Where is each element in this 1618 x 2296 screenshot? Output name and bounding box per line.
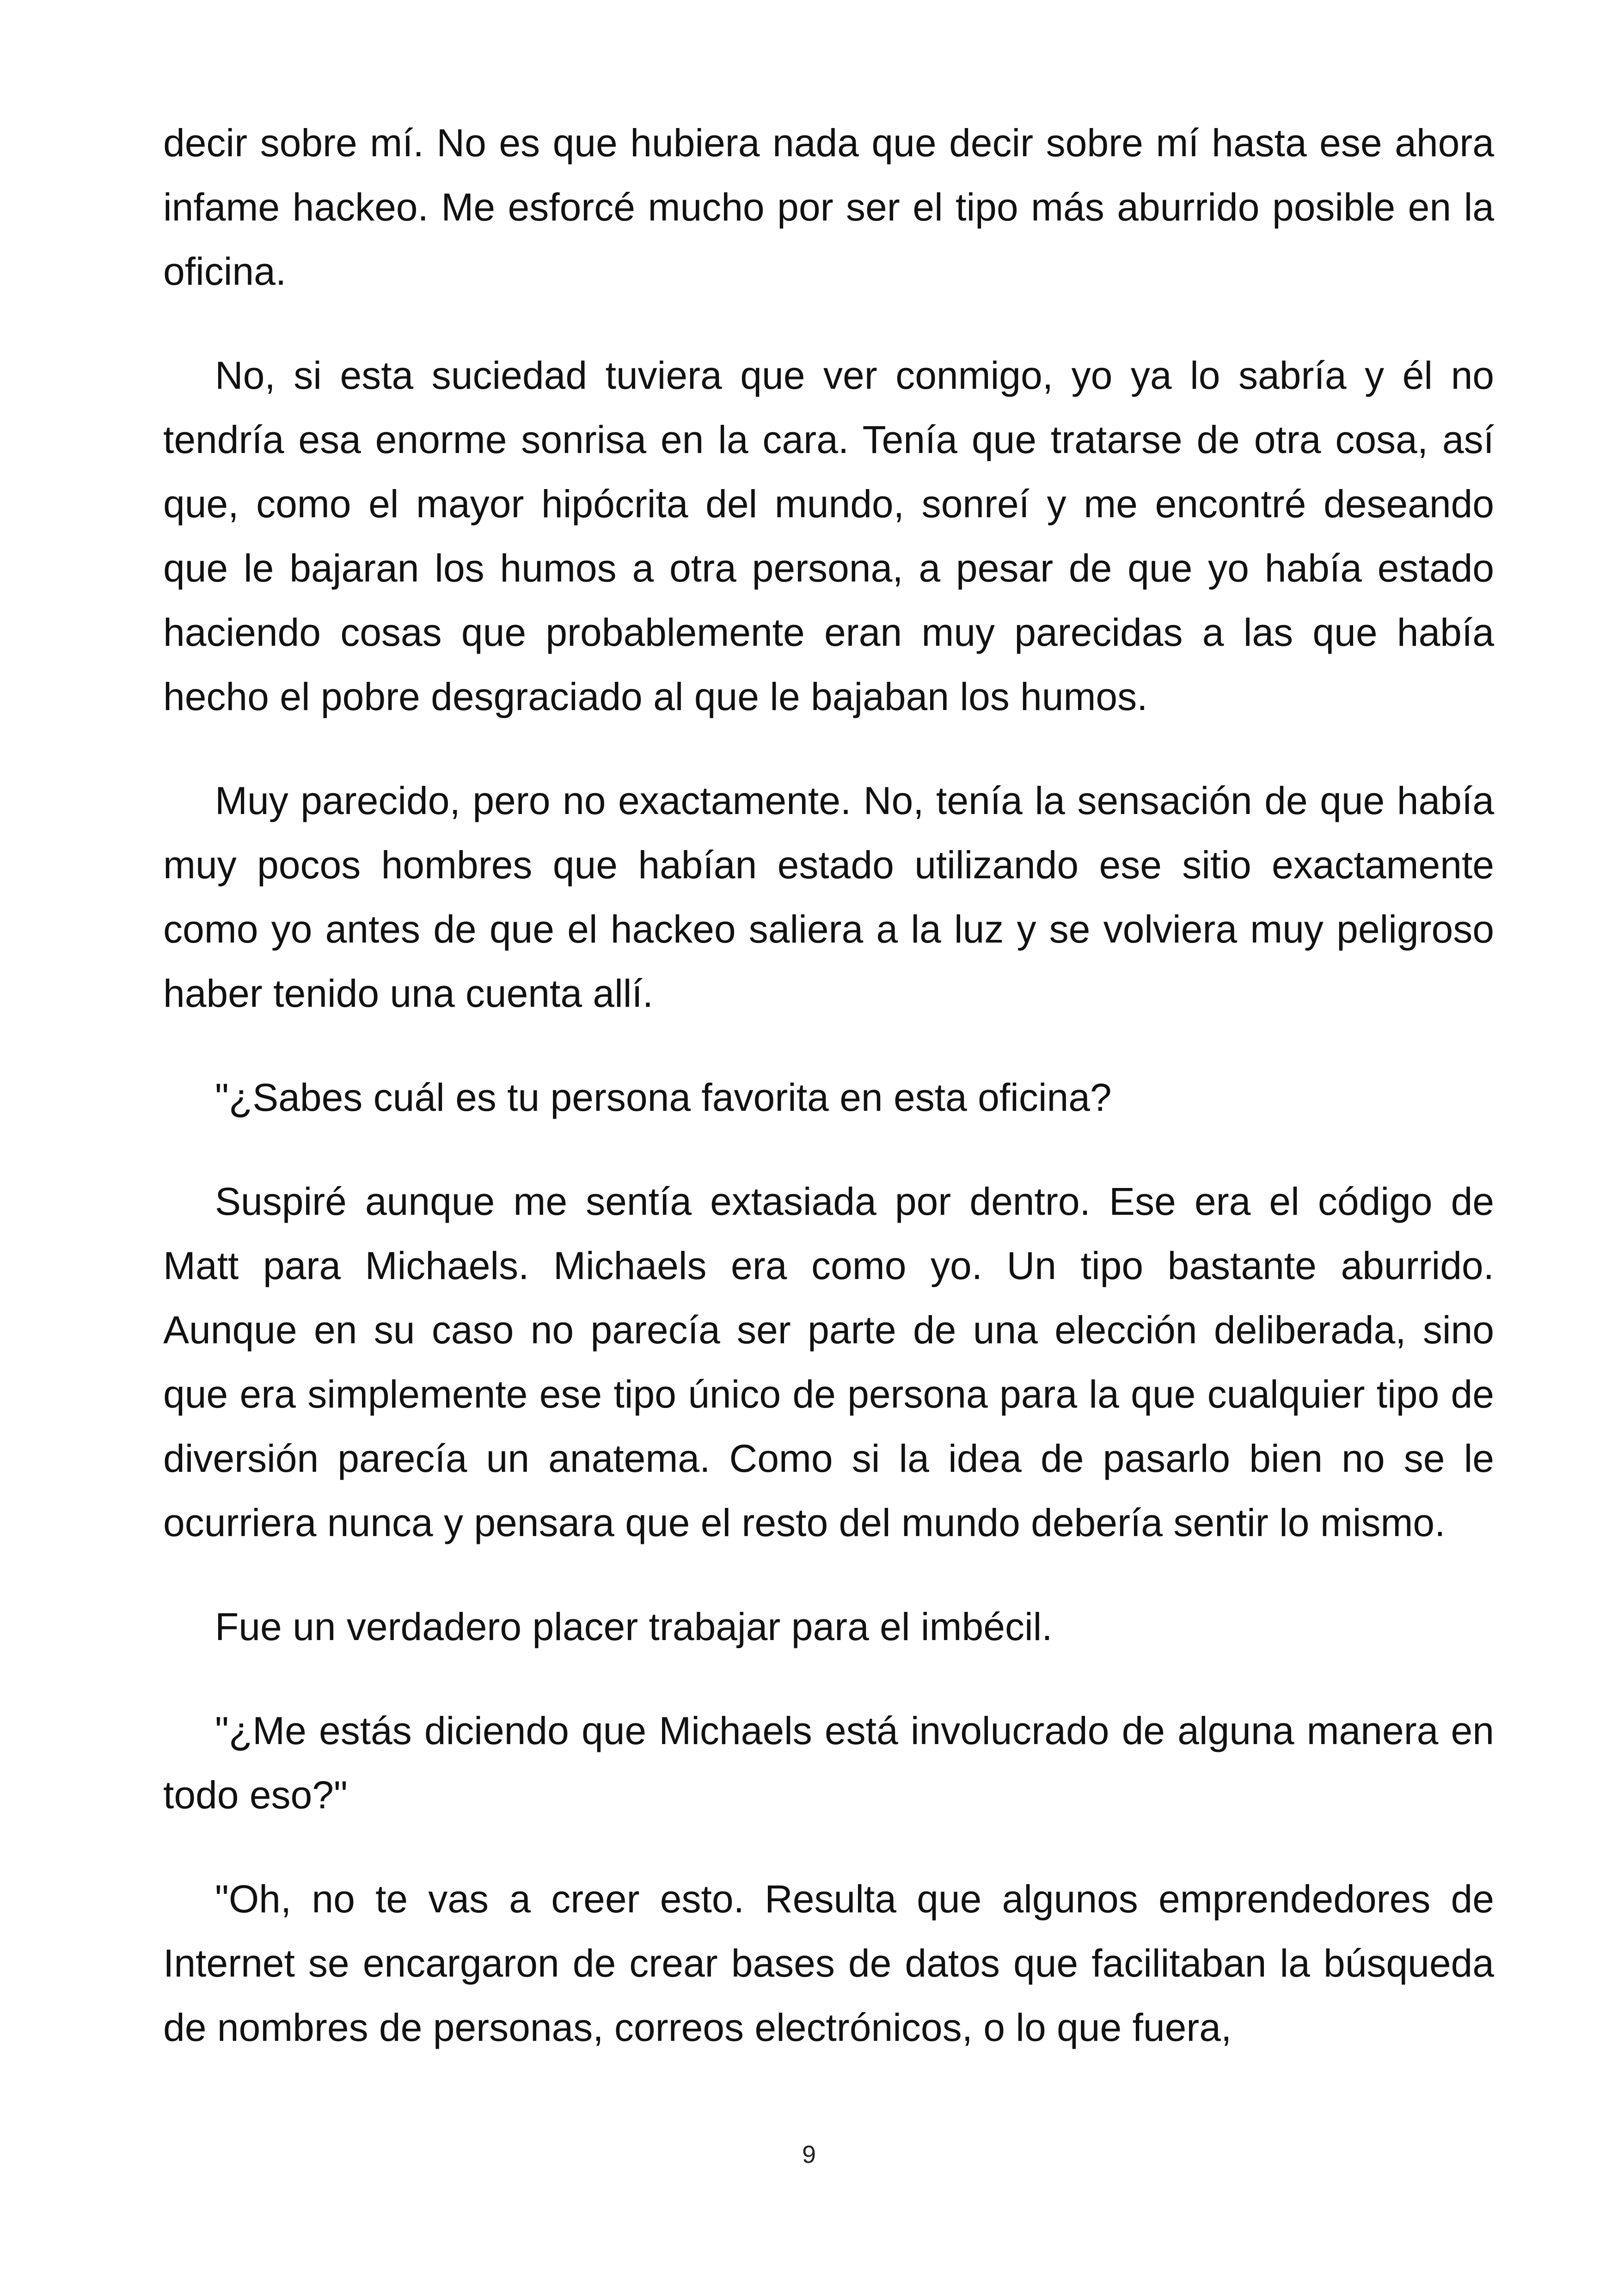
page-number: 9 [802,2141,816,2168]
paragraph-7: "¿Me estás diciendo que Michaels está involucrado de alguna manera en todo eso?" [163,1709,1494,1817]
paragraph-6: Fue un verdadero placer trabajar para el imbécil. [215,1605,1053,1648]
paragraph-1: decir sobre mí. No es que hubiera nada que decir sobre mí hasta ese ahora infame hackeo. Me esforcé mucho por ser el tipo más aburrido posible en la oficina. [163,121,1494,293]
paragraph-5: Suspiré aunque me sentía extasiada por dentro. Ese era el código de Matt para Michaels. Michaels era como yo. Un tipo bastante aburrido. Aunque en su caso no parecía ser parte de una elección deliberada, sino que era simplemente ese tipo único de persona para la que cualquier tipo de diversión parecía un anatema. Como si la idea de pasarlo bien no se le ocurriera nunca y pensara que el resto del mundo debería sentir lo mismo. [163,1180,1494,1544]
paragraph-8: "Oh, no te vas a creer esto. Resulta que algunos emprendedores de Internet se encargaron de crear bases de datos que facilitaban la búsqueda de nombres de personas, correos electrónicos, o lo que fuera, [163,1877,1494,2049]
paragraph-4: "¿Sabes cuál es tu persona favorita en esta oficina? [215,1076,1112,1119]
page-body [163,111,1494,2100]
paragraph-2: No, si esta suciedad tuviera que ver conmigo, yo ya lo sabría y él no tendría esa enorme sonrisa en la cara. Tenía que tratarse de otra cosa, así que, como el mayor hipócrita del mundo, sonreí y me encontré deseando que le bajaran los humos a otra persona, a pesar de que yo había estado haciendo cosas que probablemente eran muy parecidas a las que había hecho el pobre desgraciado al que le bajaban los humos. [163,354,1494,718]
paragraph-3: Muy parecido, pero no exactamente. No, tenía la sensación de que había muy pocos hombres que habían estado utilizando ese sitio exactamente como yo antes de que el hackeo saliera a la luz y se volviera muy peligroso haber tenido una cuenta allí. [163,779,1494,1015]
